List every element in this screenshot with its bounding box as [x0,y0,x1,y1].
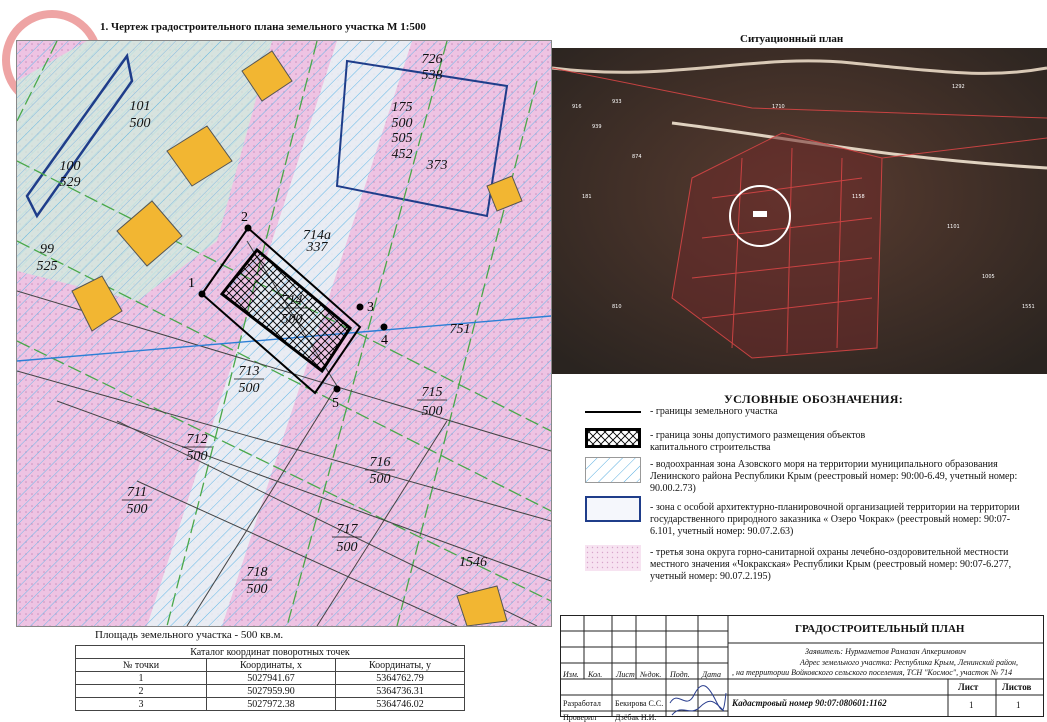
arch-zone-sample [585,496,641,522]
parcel-label: 529 [59,175,81,190]
checker-role: Проверил [563,713,597,722]
table-row: 2 5027959.90 5364736.31 [76,685,465,698]
svg-text:933: 933 [612,99,622,105]
point-label: 2 [241,210,248,225]
parcel-label: 99 [40,242,54,257]
developer-name: Бекирова С.С. [615,699,664,708]
table-row: 3 5027972.38 5364746.02 [76,698,465,711]
stamp-col: Кол. [588,670,603,679]
svg-text:1292: 1292 [952,84,965,90]
situation-plan-title: Ситуационный план [740,33,844,45]
parcel-label: 525 [36,259,58,274]
stamp-col: Изм. [563,670,579,679]
parcel-label: 500 [421,404,443,419]
parcel-label: 718 [246,565,268,580]
signature [668,681,728,717]
checker-name: Дзёбак Н.И. [615,713,657,722]
parcel-label: 500 [126,502,148,517]
stamp-col: №док. [640,670,662,679]
parcel-label: 500 [281,312,303,327]
catalog-header: № точки [76,659,207,672]
address-line-2: , на территории Войковского сельского поселения, ТСН "Космос", участок № 714 [732,668,1013,677]
svg-text:916: 916 [572,104,582,110]
svg-text:181: 181 [582,194,592,200]
point-label: 5 [332,396,339,411]
parcel-area: Площадь земельного участка - 500 кв.м. [95,629,284,641]
parcel-label: 500 [336,540,358,555]
parcel-label: 714а [303,228,331,243]
parcel-label: 713 [238,364,260,379]
sheet-number: 1 [969,700,974,710]
catalog-header: Координаты, у [336,659,465,672]
parcel-label: 500 [186,449,208,464]
legend-item-build-zone: - граница зоны допустимого размещения объектов капитального строительства [650,430,866,453]
parcel-label: 714 [281,293,303,308]
parcel-label: 500 [129,116,151,131]
point-label: 3 [367,300,374,315]
title-block [560,615,1044,722]
svg-text:1710: 1710 [772,104,785,110]
legend-item-arch-zone: - зона с особой архитектурно-планировочной организацией территории на территории государственного природного заказника « Озеро Чокрак» (реестровый номер: 90:07-6.101, учетный номер: 90.07.2.63) [650,502,1020,537]
parcel-label: 711 [127,485,147,500]
parcel-label: 500 [369,472,391,487]
svg-text:1101: 1101 [947,224,960,230]
developer-role: Разработал [563,699,601,708]
point-label: 1 [188,276,195,291]
address-line-1: Адрес земельного участка: Республика Крым, Ленинский район, [800,658,1018,667]
legend-item-water-zone: - водоохранная зона Азовского моря на территории муниципального образования Ленинского района Республики Крым (реестровый номер: 90:00-6.49, учетный номер: 90.00.2.73) [650,459,1018,494]
legend-item-sanitary-zone: - третья зона округа горно-санитарной охраны лечебно-оздоровительной местности местного значения «Чокракская» Республики Крым (реестровый номер: 90:07-6.277, учетный номер: 90.07.2.195) [650,547,1012,582]
parcel-label: 538 [421,68,443,83]
parcel-label: 337 [306,240,328,255]
legend-item-boundary: - границы земельного участка [650,406,778,417]
cadastral-number: Кадастровый номер 90:07:080601:1162 [732,698,887,708]
boundary-line-sample [585,409,641,415]
parcel-label: 716 [369,455,391,470]
sheet-label: Лист [958,682,979,692]
parcel-label: 175 [391,100,413,115]
table-row: 1 5027941.67 5364762.79 [76,672,465,685]
applicant: Заявитель: Нурмаметов Рамазан Апкеримович [805,647,966,656]
parcel-label: 373 [426,158,448,173]
situation-plan-image [552,48,1047,374]
stamp-col: Дата [702,670,721,679]
sanitary-zone-sample [585,545,641,571]
parcel-label: 751 [449,322,471,337]
coordinates-catalog [75,645,465,711]
svg-text:1158: 1158 [852,194,865,200]
parcel-label: 452 [391,147,413,162]
svg-text:810: 810 [612,304,622,310]
parcel-label: 500 [238,381,260,396]
parcel-label: 500 [246,582,268,597]
build-zone-sample [585,428,641,448]
document-title: ГРАДОСТРОИТЕЛЬНЫЙ ПЛАН [795,623,965,635]
parcel-label: 1546 [459,555,487,570]
plan-drawing [16,40,552,627]
parcel-label: 101 [129,99,151,114]
sheets-count: 1 [1016,700,1021,710]
stamp-col: Лист [616,670,635,679]
svg-text:939: 939 [592,124,602,130]
stamp-col: Подп. [670,670,690,679]
parcel-label: 500 [391,116,413,131]
parcel-label: 726 [421,52,443,67]
water-zone-sample [585,457,641,483]
svg-text:1551: 1551 [1022,304,1035,310]
plan-title: 1. Чертеж градостроительного плана земельного участка М 1:500 [100,21,426,33]
catalog-caption: Каталог координат поворотных точек [76,646,465,659]
parcel-label: 717 [336,522,358,537]
parcel-label: 505 [391,131,413,146]
parcel-label: 100 [59,159,81,174]
parcel-label: 712 [186,432,208,447]
svg-text:1005: 1005 [982,274,995,280]
point-label: 4 [381,333,388,348]
catalog-header: Координаты, x [207,659,336,672]
parcel-label: 715 [421,385,443,400]
sheets-label: Листов [1002,682,1032,692]
legend-title: УСЛОВНЫЕ ОБОЗНАЧЕНИЯ: [724,392,904,406]
svg-text:874: 874 [632,154,642,160]
